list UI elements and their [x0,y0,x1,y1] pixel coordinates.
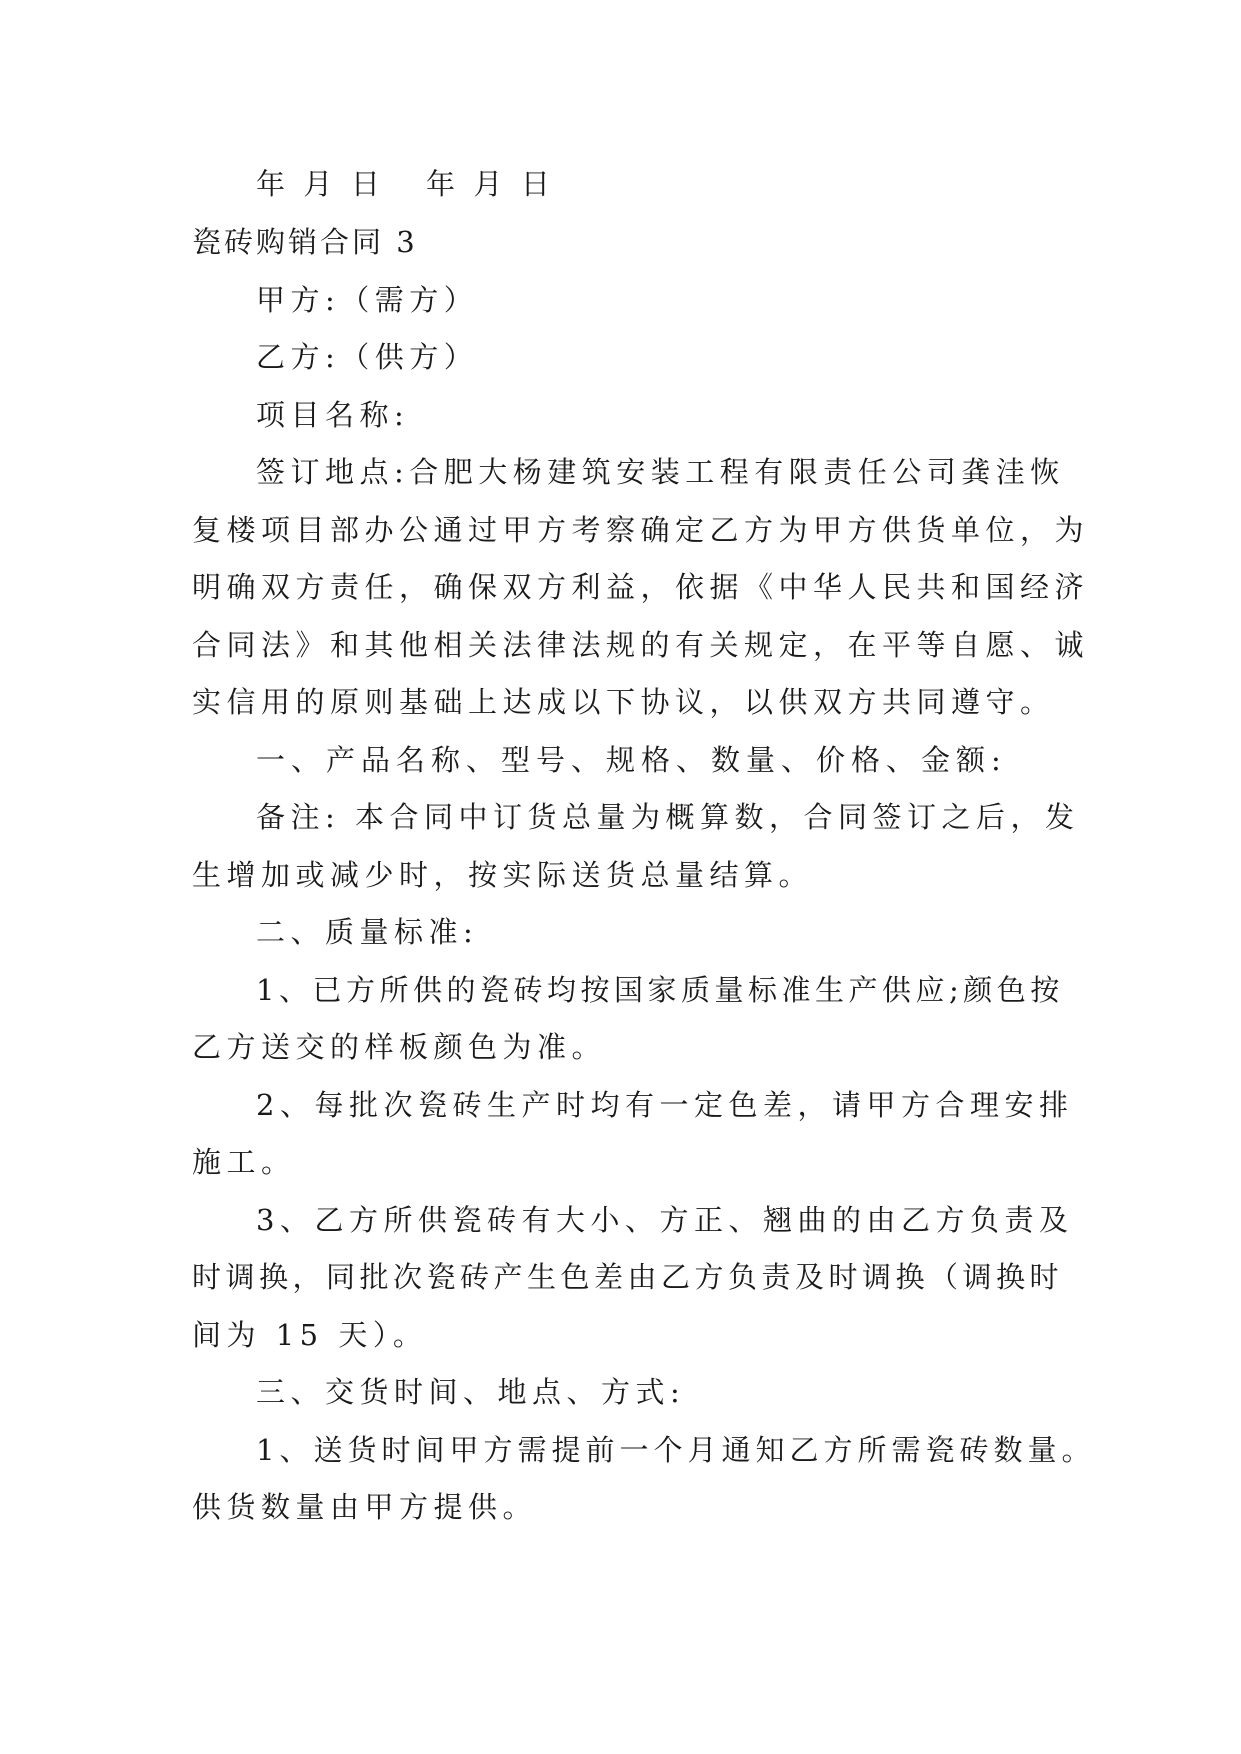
section-1-heading: 一、产品名称、型号、规格、数量、价格、金额: [256,742,1007,777]
section-3-heading: 三、交货时间、地点、方式: [256,1375,686,1409]
paragraph-line: 1、送货时间甲方需提前一个月通知乙方所需瓷砖数量。 [256,1432,1096,1467]
paragraph-line: 复楼项目部办公通过甲方考察确定乙方为甲方供货单位，为 [192,512,1090,547]
paragraph-line: 间为 15 天）。 [192,1317,428,1352]
paragraph-line: 1、已方所供的瓷砖均按国家质量标准生产供应;颜色按 [256,972,1064,1007]
document-body [192,155,1096,1537]
paragraph-line: 签订地点:合肥大杨建筑安装工程有限责任公司龚洼恢 [256,455,1065,489]
document-title: 瓷砖购销合同 3 [192,225,418,259]
project-name-line: 项目名称: [256,397,410,432]
party-b-line: 乙方:（供方） [256,340,479,374]
paragraph-line: 备注: 本合同中订货总量为概算数，合同签订之后，发 [256,800,1080,834]
paragraph-line: 合同法》和其他相关法律法规的有关规定，在平等自愿、诚 [192,627,1090,662]
paragraph-line: 乙方送交的样板颜色为准。 [192,1030,607,1064]
paragraph-line: 3、乙方所供瓷砖有大小、方正、翘曲的由乙方负责及 [256,1202,1074,1237]
section-2-heading: 二、质量标准: [256,915,479,949]
paragraph-line: 时调换，同批次瓷砖产生色差由乙方负责及时调换（调换时 [192,1260,1064,1294]
paragraph-line: 实信用的原则基础上达成以下协议，以供双方共同遵守。 [192,685,1055,719]
paragraph-line: 明确双方责任，确保双方利益，依据《中华人民共和国经济 [192,570,1090,604]
paragraph-line: 2、每批次瓷砖生产时均有一定色差，请甲方合理安排 [256,1087,1074,1122]
party-a-line: 甲方:（需方） [256,282,479,317]
paragraph-line: 生增加或减少时，按实际送货总量结算。 [192,857,814,892]
signature-date-line: 年 月 日 年 月 日 [256,167,550,201]
paragraph-line: 施工。 [192,1145,296,1179]
paragraph-line: 供货数量由甲方提供。 [192,1490,538,1524]
